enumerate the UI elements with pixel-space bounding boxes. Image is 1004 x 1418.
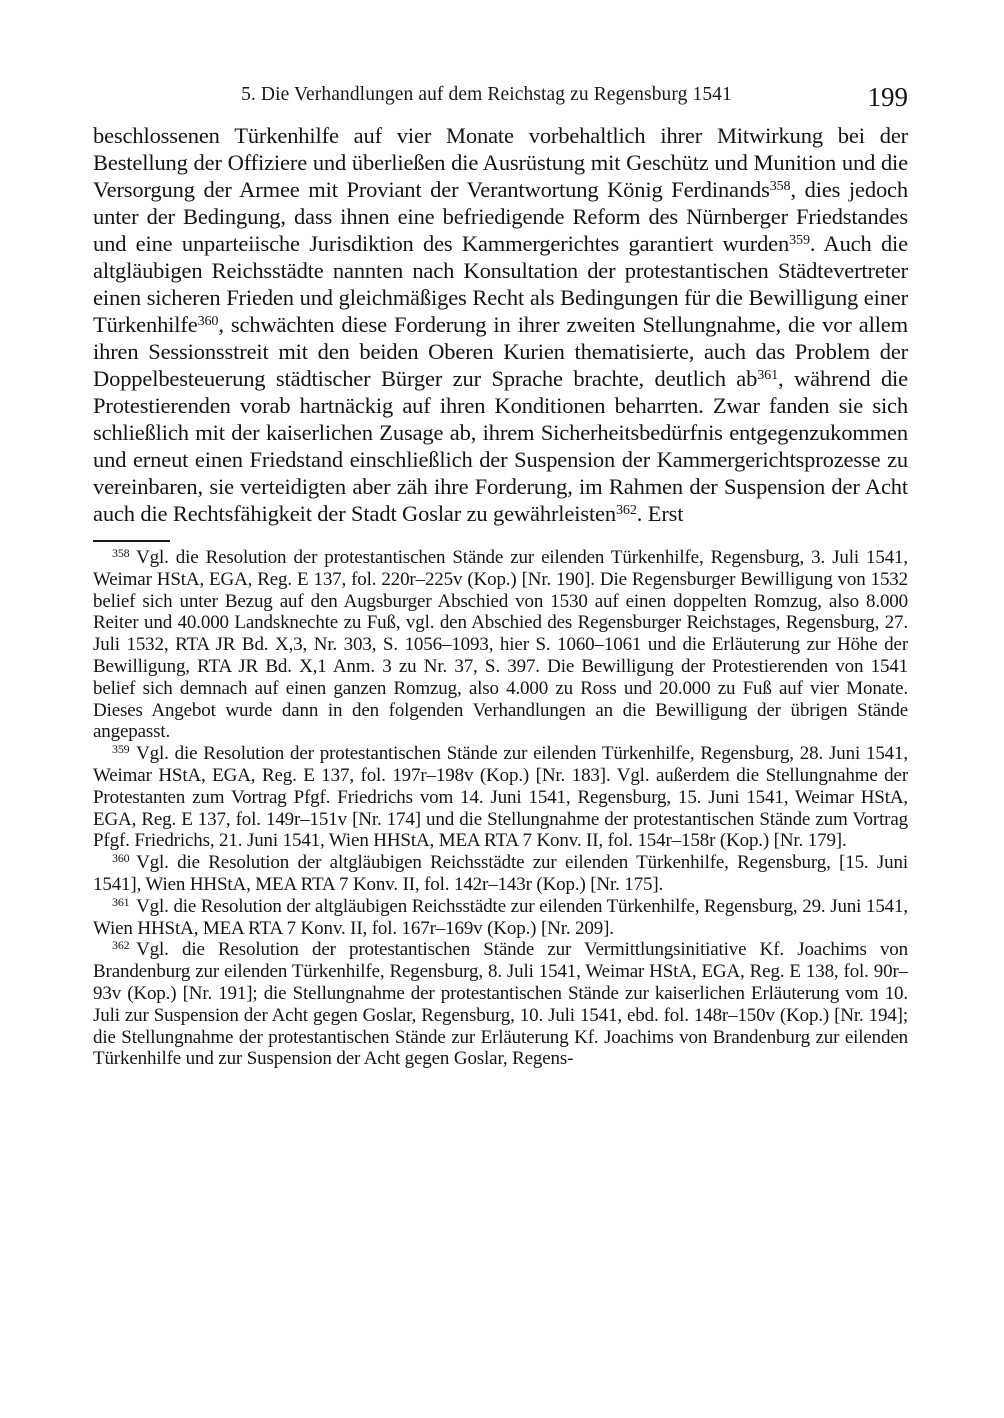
footnote-ref-359: 359 bbox=[789, 231, 810, 248]
footnotes-section bbox=[93, 547, 908, 1070]
footnote-text-361: Vgl. die Resolution der altgläubigen Reichsstädte zur eilenden Türkenhilfe, Regensburg, 29. Juni 1541, Wien HHStA, MEA RTA 7 Konv. II, fol. 167r–169v (Kop.) [Nr. 209]. bbox=[93, 895, 908, 939]
footnote-ref-362: 362 bbox=[616, 501, 637, 518]
footnote-359 bbox=[93, 743, 908, 852]
footnote-marker-360: 360 bbox=[112, 851, 130, 866]
footnote-361 bbox=[93, 896, 908, 940]
running-head-title: 5. Die Verhandlungen auf dem Reichstag zu Regensburg 1541 bbox=[241, 84, 732, 105]
footnote-text-362: Vgl. die Resolution der protestantischen Stände zur Vermittlungsinitiative Kf. Joachims von Brandenburg zur eilenden Türkenhilfe, Regensburg, 8. Juli 1541, Weimar HStA, EGA, Reg. E 138, fol. 90r–93v (Kop.) [Nr. 191]; die Stellungnahme der protestantischen Stände zur kaiserlichen Erläuterung vom 10. Juli zur Suspension der Acht gegen Goslar, Regensburg, 10. Juli 1541, ebd. fol. 148r–150v (Kop.) [Nr. 194]; die Stellungnahme der protestantischen Stände zur Erläuterung Kf. Joachims von Brandenburg zur eilenden Türkenhilfe und zur Suspension der Acht gegen Goslar, Regens- bbox=[93, 939, 908, 1070]
footnote-ref-361: 361 bbox=[757, 366, 779, 383]
running-head bbox=[93, 84, 908, 112]
footnote-358 bbox=[93, 547, 908, 743]
main-paragraph: beschlossenen Türkenhilfe auf vier Monate vorbehaltlich ihrer Mitwirkung bei der Bestellung der Offiziere und überließen die Ausrüstung mit Geschütz und Munition und die Versorgung der Armee mit Proviant der Verantwortung König Ferdinands$^{358}$, dies jedoch unter der Bedingung, dass ihnen eine befriedigende Reform des Nürnberger Friedstandes und eine unparteiische Jurisdiktion des Kammergerichtes garantiert wurden$^{359}$. Auch die altgläubigen Reichsstädte nannten nach Konsultation der protestantischen Städtevertreter einen sicheren Frieden und gleichmäßiges Recht als Bedingungen für die Bewilligung einer Türkenhilfe$^{360}$, schwächten diese Forderung in ihrer zweiten Stellungnahme, die vor allem ihren Sessionsstreit mit den beiden Oberen Kurien thematisierte, auch das Problem der Doppelbesteuerung städtischer Bürger zur Sprache brachte, deutlich $ab^{361}$, während die Protestierenden vorab hartnäckig auf ihren Konditionen beharrten. Zwar fanden sie sich schließlich mit der kaiserlichen Zusage ab, ihrem Sicherheitsbedürfnis entgegenzukommen und erneut einen Friedstand einschließlich der Suspension der Kammergerichtsprozesse zu vereinbaren, sie verteidigten aber zäh ihre Forderung, im Rahmen der Suspension der Acht auch die Rechtsfähigkeit der Stadt Goslar zu gewährleisten$^{362}$. Erst bbox=[93, 123, 908, 526]
footnote-text-358: Vgl. die Resolution der protestantischen Stände zur eilenden Türkenhilfe, Regensburg, 3. Juli 1541, Weimar HStA, EGA, Reg. E 137, fol. 220r–225v (Kop.) [Nr. 190]. Die Regensburger Bewilligung von 1532 belief sich unter Bezug auf den Augsburger Abschied von 1530 auf einen doppelten Romzug, also 8.000 Reiter und 40.000 Landsknechte zu Fuß, vgl. den Abschied des Regensburger Reichstages, Regensburg, 27. Juli 1532, RTA JR Bd. X,3, Nr. 303, S. 1056–1093, hier S. 1060–1061 und die Erläuterung zur Höhe der Bewilligung, RTA JR Bd. X,1 Anm. 3 zu Nr. 37, S. 397. Die Bewilligung der Protestierenden von 1541 belief sich demnach auf einen ganzen Romzug, also 4.000 zu Ross und 20.000 zu Fuß auf vier Monate. Dieses Angebot wurde dann in den folgenden Verhandlungen an die Bewilligung der übrigen Stände angepasst. bbox=[93, 547, 908, 743]
footnote-text-359: Vgl. die Resolution der protestantischen Stände zur eilenden Türkenhilfe, Regensburg, 28. Juni 1541, Weimar HStA, EGA, Reg. E 137, fol. 197r–198v (Kop.) [Nr. 183]. Vgl. außerdem die Stellungnahme der Protestanten zum Vortrag Pfgf. Friedrichs vom 14. Juni 1541, Regensburg, 15. Juni 1541, Weimar HStA, EGA, Reg. E 137, fol. 149r–151v [Nr. 174] und die Stellungnahme der protestantischen Stände zum Vortrag Pfgf. Friedrichs, 21. Juni 1541, Wien HHStA, MEA RTA 7 Konv. II, fol. 154r–158r (Kop.) [Nr. 179]. bbox=[93, 743, 908, 852]
footnote-ref-360: 360 bbox=[197, 312, 219, 329]
footnote-separator bbox=[93, 540, 170, 542]
footnote-360 bbox=[93, 852, 908, 896]
footnote-marker-358: 358 bbox=[112, 546, 130, 561]
page-number: 199 bbox=[867, 82, 908, 112]
footnote-marker-362: 362 bbox=[112, 938, 130, 953]
footnote-text-360: Vgl. die Resolution der altgläubigen Reichsstädte zur eilenden Türkenhilfe, Regensburg, [15. Juni 1541], Wien HHStA, MEA RTA 7 Konv. II, fol. 142r–143r (Kop.) [Nr. 175]. bbox=[93, 852, 908, 895]
footnote-marker-359: 359 bbox=[112, 742, 130, 757]
footnote-362 bbox=[93, 939, 908, 1070]
footnote-ref-358: 358 bbox=[769, 177, 791, 194]
footnote-marker-361: 361 bbox=[112, 894, 130, 909]
